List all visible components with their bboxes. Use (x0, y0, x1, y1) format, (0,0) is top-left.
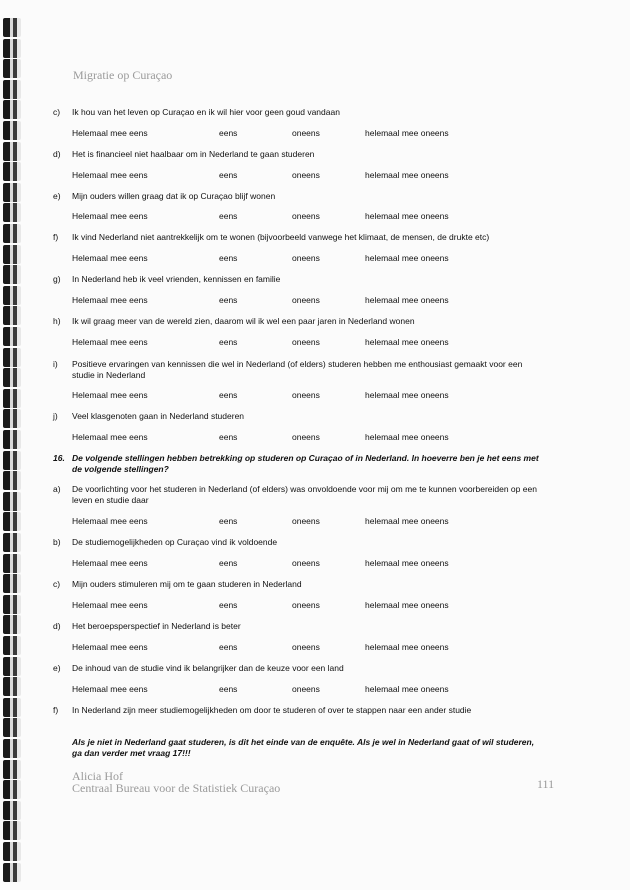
binding-ring (3, 306, 21, 325)
q15-item-label: f) (53, 232, 59, 242)
q16-item-statement: Mijn ouders stimuleren mij om te gaan studeren in Nederland (72, 579, 302, 589)
q15-item-7-option-disagree[interactable]: oneens (292, 432, 320, 442)
binding-ring (3, 389, 21, 408)
q15-item-1-option-agree[interactable]: eens (219, 170, 238, 180)
binding-ring (3, 142, 21, 161)
q16-item-1-option-disagree[interactable]: oneens (292, 558, 320, 568)
binding-ring (3, 636, 21, 655)
binding-ring (3, 224, 21, 243)
q15-item-2-option-fully-disagree[interactable]: helemaal mee oneens (365, 211, 449, 221)
binding-ring (3, 348, 21, 367)
q15-item-3-option-disagree[interactable]: oneens (292, 253, 320, 263)
binding-ring (3, 327, 21, 346)
q16-item-label: e) (53, 663, 61, 673)
q16-item-0-option-fully-agree[interactable]: Helemaal mee eens (72, 516, 148, 526)
q15-item-statement: In Nederland heb ik veel vrienden, kennissen en familie (72, 274, 281, 284)
q16-item-0-option-fully-disagree[interactable]: helemaal mee oneens (365, 516, 449, 526)
q15-item-1-option-fully-disagree[interactable]: helemaal mee oneens (365, 170, 449, 180)
q15-item-5-option-fully-agree[interactable]: Helemaal mee eens (72, 337, 148, 347)
running-header: Migratie op Curaçao (73, 68, 173, 82)
q15-item-3-option-agree[interactable]: eens (219, 253, 238, 263)
binding-ring (3, 409, 21, 428)
q16-item-label: b) (53, 537, 61, 547)
q16-item-1-option-fully-disagree[interactable]: helemaal mee oneens (365, 558, 449, 568)
q15-item-statement: Positieve ervaringen van kennissen die wel in Nederland (of elders) studeren hebben me enthousiast gemaakt voor een studie in Nederland (72, 359, 523, 380)
q15-item-4-option-disagree[interactable]: oneens (292, 295, 320, 305)
q16-item-2-option-agree[interactable]: eens (219, 600, 238, 610)
binding-ring (3, 512, 21, 531)
binding-ring (3, 760, 21, 779)
q15-item-6-option-fully-disagree[interactable]: helemaal mee oneens (365, 390, 449, 400)
q15-item-4-option-fully-disagree[interactable]: helemaal mee oneens (365, 295, 449, 305)
q15-item-5-option-disagree[interactable]: oneens (292, 337, 320, 347)
q15-item-7-option-fully-agree[interactable]: Helemaal mee eens (72, 432, 148, 442)
q15-item-3-option-fully-disagree[interactable]: helemaal mee oneens (365, 253, 449, 263)
q15-item-0-option-fully-agree[interactable]: Helemaal mee eens (72, 128, 148, 138)
q15-item-0-option-disagree[interactable]: oneens (292, 128, 320, 138)
binding-ring (3, 430, 21, 449)
q15-item-0-option-fully-disagree[interactable]: helemaal mee oneens (365, 128, 449, 138)
q15-item-6-option-fully-agree[interactable]: Helemaal mee eens (72, 390, 148, 400)
binding-ring (3, 780, 21, 799)
binding-ring (3, 821, 21, 840)
q15-item-0-option-agree[interactable]: eens (219, 128, 238, 138)
binding-ring (3, 842, 21, 861)
q15-item-label: c) (53, 107, 61, 117)
q16-item-3-option-agree[interactable]: eens (219, 642, 238, 652)
binding-ring (3, 245, 21, 264)
q16-item-3-option-fully-agree[interactable]: Helemaal mee eens (72, 642, 148, 652)
q16-item-2-option-fully-agree[interactable]: Helemaal mee eens (72, 600, 148, 610)
binding-ring (3, 286, 21, 305)
binding-ring (3, 657, 21, 676)
q15-item-statement: Ik hou van het leven op Curaçao en ik wil hier voor geen goud vandaan (72, 107, 340, 117)
q15-item-statement: Ik vind Nederland niet aantrekkelijk om te wonen (bijvoorbeeld vanwege het klimaat, de mensen, de drukte etc) (72, 232, 490, 242)
binding-ring (3, 718, 21, 737)
q15-item-7-option-fully-disagree[interactable]: helemaal mee oneens (365, 432, 449, 442)
footer-organization: Centraal Bureau voor de Statistiek Curaçao (72, 781, 281, 795)
q15-item-label: j) (53, 411, 58, 421)
q16-item-4-option-fully-disagree[interactable]: helemaal mee oneens (365, 684, 449, 694)
binding-ring (3, 595, 21, 614)
binding-ring (3, 100, 21, 119)
binding-ring (3, 183, 21, 202)
q15-item-5-option-agree[interactable]: eens (219, 337, 238, 347)
q16-item-label: a) (53, 484, 61, 494)
page-number: 111 (537, 777, 555, 791)
binding-ring (3, 451, 21, 470)
q15-item-label: e) (53, 191, 61, 201)
binding-ring (3, 368, 21, 387)
q16-item-statement: In Nederland zijn meer studiemogelijkheden om door te studeren of over te stappen naar een ander studie (72, 705, 472, 715)
binding-ring (3, 615, 21, 634)
q15-item-5-option-fully-disagree[interactable]: helemaal mee oneens (365, 337, 449, 347)
q16-item-label: c) (53, 579, 61, 589)
binding-ring (3, 492, 21, 511)
q15-item-2-option-fully-agree[interactable]: Helemaal mee eens (72, 211, 148, 221)
binding-ring (3, 739, 21, 758)
binding-ring (3, 801, 21, 820)
spiral-binding (0, 0, 26, 890)
q15-item-6-option-disagree[interactable]: oneens (292, 390, 320, 400)
binding-ring (3, 265, 21, 284)
q16-item-label: d) (53, 621, 61, 631)
q16-item-4-option-disagree[interactable]: oneens (292, 684, 320, 694)
q15-item-3-option-fully-agree[interactable]: Helemaal mee eens (72, 253, 148, 263)
q15-item-label: h) (53, 316, 61, 326)
binding-ring (3, 203, 21, 222)
binding-ring (3, 162, 21, 181)
q16-item-label: f) (53, 705, 59, 715)
q16-item-statement: Het beroepsperspectief in Nederland is beter (72, 621, 241, 631)
q15-item-label: i) (53, 359, 58, 369)
q16-item-3-option-fully-disagree[interactable]: helemaal mee oneens (365, 642, 449, 652)
q16-item-4-option-fully-agree[interactable]: Helemaal mee eens (72, 684, 148, 694)
q15-item-label: g) (53, 274, 61, 284)
q16-item-2-option-fully-disagree[interactable]: helemaal mee oneens (365, 600, 449, 610)
binding-ring (3, 863, 21, 882)
q15-item-6-option-agree[interactable]: eens (219, 390, 238, 400)
q15-item-1-option-disagree[interactable]: oneens (292, 170, 320, 180)
q15-item-label: d) (53, 149, 61, 159)
binding-ring (3, 59, 21, 78)
q16-item-1-option-fully-agree[interactable]: Helemaal mee eens (72, 558, 148, 568)
q15-item-statement: Ik wil graag meer van de wereld zien, daarom wil ik wel een paar jaren in Nederland wonen (72, 316, 415, 326)
q16-item-statement: De voorlichting voor het studeren in Nederland (of elders) was onvoldoende voor mij om me te kunnen voorbereiden op een leven en studie daar (72, 484, 537, 505)
binding-ring (3, 18, 21, 37)
q15-item-statement: Mijn ouders willen graag dat ik op Curaçao blijf wonen (72, 191, 276, 201)
q16-item-4-option-agree[interactable]: eens (219, 684, 238, 694)
binding-ring (3, 533, 21, 552)
q16-item-3-option-disagree[interactable]: oneens (292, 642, 320, 652)
q16-item-0-option-disagree[interactable]: oneens (292, 516, 320, 526)
binding-ring (3, 39, 21, 58)
q15-item-statement: Het is financieel niet haalbaar om in Nederland te gaan studeren (72, 149, 315, 159)
binding-ring (3, 677, 21, 696)
q16-item-statement: De studiemogelijkheden op Curaçao vind ik voldoende (72, 537, 278, 547)
q15-item-4-option-agree[interactable]: eens (219, 295, 238, 305)
q15-item-statement: Veel klasgenoten gaan in Nederland studeren (72, 411, 245, 421)
binding-ring (3, 471, 21, 490)
binding-ring (3, 574, 21, 593)
q15-item-2-option-agree[interactable]: eens (219, 211, 238, 221)
binding-ring (3, 698, 21, 717)
q16-item-1-option-agree[interactable]: eens (219, 558, 238, 568)
closing-note: Als je niet in Nederland gaat studeren, is dit het einde van de enquête. Als je wel in Nederland gaat of wil studeren, ga dan verder met vraag 17!!! (72, 737, 535, 758)
q15-item-7-option-agree[interactable]: eens (219, 432, 238, 442)
q16-title: De volgende stellingen hebben betrekking op studeren op Curaçao of in Nederland. In hoeverre ben je het eens met de volgende stellingen? (72, 453, 539, 474)
q16-item-0-option-agree[interactable]: eens (219, 516, 238, 526)
q16-item-statement: De inhoud van de studie vind ik belangrijker dan de keuze voor een land (72, 663, 344, 673)
q15-item-2-option-disagree[interactable]: oneens (292, 211, 320, 221)
binding-ring (3, 554, 21, 573)
q16-item-2-option-disagree[interactable]: oneens (292, 600, 320, 610)
q15-item-1-option-fully-agree[interactable]: Helemaal mee eens (72, 170, 148, 180)
binding-ring (3, 80, 21, 99)
q16-number: 16. (53, 453, 65, 463)
q15-item-4-option-fully-agree[interactable]: Helemaal mee eens (72, 295, 148, 305)
binding-ring (3, 121, 21, 140)
footer-author: Alicia Hof (72, 769, 123, 783)
